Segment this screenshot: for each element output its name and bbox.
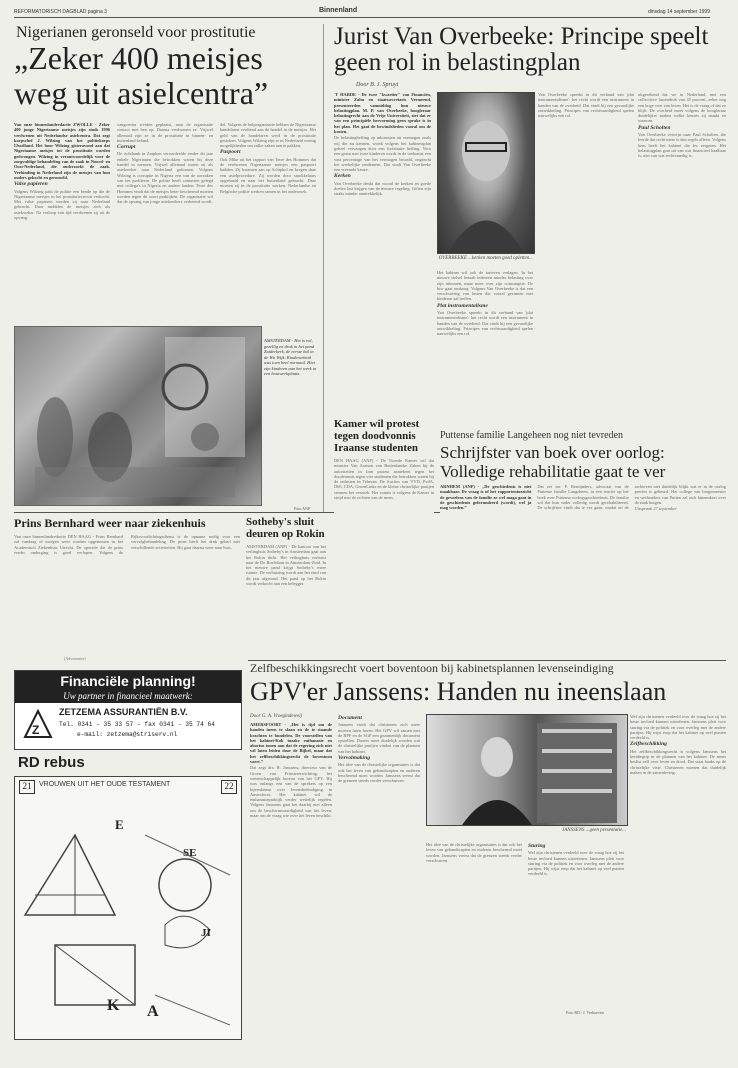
gpv-lead: AMERSFOORT - „Het is tijd om de handen ineen te slaan en de te staande krachten te bundelen. De voorstellen van het kabinet-Kok inzake euthanasie en abortus tonen aan dat de regering zich niet wil laten leiden door de Bijbel, maar dat het zelfbeschikkingsrecht de boventoon voert.” bbox=[250, 722, 332, 765]
nigerian-col-2 bbox=[117, 122, 213, 320]
gpv-col-5 bbox=[630, 714, 726, 1038]
gpv-body3: Het idee van de christelijke organisaties is dat ook het leven van gehandicapten en ouderen beschermd moet worden. Janssens vreest dat de grenzen steeds verder verschuiven. bbox=[338, 762, 420, 784]
rebus-letter-k: K bbox=[107, 997, 120, 1014]
gpv-col-3 bbox=[426, 842, 522, 1038]
zetzema-ad-phone: Tel. 0341 - 35 33 57 - fax 0341 - 35 74 64 bbox=[59, 721, 215, 728]
janssens-photo-credit: Foto RD / J. Verhoeven bbox=[566, 1010, 604, 1015]
zetzema-ad-title: Financiële planning! bbox=[15, 671, 241, 691]
gpv-sub-vervolmaking: Vervolmaking bbox=[338, 755, 371, 762]
historical-photo-caption: AMSTERDAM - Het is vol, gezellig en druk in het pand Zuiderkerk, de eerste hal in de Wit Wijk, Kinderarbeid was toen heel normaal. Hier zijn kinderen aan het werk in een houtwerkplaats. bbox=[264, 338, 317, 376]
janssens-photo bbox=[426, 714, 628, 826]
janssens-caption: JANSSENS ...geen presentatie... bbox=[562, 828, 626, 833]
nigerian-sub-2: Corrupt bbox=[117, 144, 136, 151]
gpv-col-1 bbox=[250, 722, 332, 1038]
advertentie-label: (Advertentie) bbox=[64, 656, 86, 661]
gpv-sub-zelfbeschikking: Zelfbeschikking bbox=[630, 741, 667, 748]
historical-photo-credit: Foto ANP bbox=[294, 506, 311, 511]
nigerian-sub-1: Valse papieren bbox=[14, 181, 48, 188]
header-date: dinsdag 14 september 1999 bbox=[648, 9, 710, 15]
jurist-sub-kerken: Kerken bbox=[334, 173, 351, 180]
langeheen-kicker: Puttense familie Langeheen nog niet tevreden bbox=[440, 430, 623, 441]
gpv-body5: Het zelfbeschikkingsrecht is volgens Janssens het kernbegrip in de plannen van het kabinet. De mens beslist zelf over leven en dood. Dat staat haaks op de christelijke visie. Christenen moeten dat duidelijk maken in de samenleving. bbox=[630, 748, 726, 775]
section-title: Binnenland bbox=[319, 7, 358, 14]
jurist-sub-plat: Plat instrumentalisme bbox=[437, 302, 488, 309]
gpv-headline: GPV'er Janssens: Handen nu ineenslaan bbox=[250, 677, 667, 706]
rebus-letter-a: A bbox=[147, 1003, 159, 1020]
gpv-body4: Wel zijn christenen verdeeld over de vraag hoe zij het beste invloed kunnen uitoefenen. Janssens pleit voor sturing via de politiek en voor overleg met de andere partijen. Hij wijst erop dat het kabinet op veel punten verdeeld is. bbox=[528, 850, 624, 877]
nigerian-col3-text: del. Volgens de hulporganisatie hebben de Nigeriaanse handelaren verdiend aan de handel in de meisjes. Het geld van de handelaren werd in de prostitutie gestoken. Volgens Wilzing zijn er in Nederland weinig mogelijkheden om zulke zaken aan te pakken. bbox=[220, 122, 316, 149]
jurist-col-c: Van Overbeeke spreekt in dit verband van 'plat instrumentalisme': het recht wordt een instrument in handen van de overheid. Dat vindt hij een gevaarlijke ontwikkeling. Principes van rechtvaardigheid spelen nauwelijks een rol. bbox=[437, 310, 533, 337]
jurist-col-d: uitgerekend dat we in Nederland, met een collectieve lastendruk van 45 procent, zeker nog een hoge voet van leven. Het is de vraag of dat zo blijft. De overheid moet volgens de hoogleraar duidelijker maken welke keuzes zij maakt en waarom. bbox=[638, 92, 726, 124]
rebus-title: RD rebus bbox=[18, 754, 85, 771]
jurist-byline: Door B. J. Spruyt bbox=[356, 82, 399, 88]
langeheen-headline: Schrijfster van boek over oorlog: Volledige rehabilitatie gaat te ver bbox=[440, 443, 666, 481]
kamer-body: DEN HAAG (ANP) - De Tweede Kamer wil dat minister Van Aartsen van Buitenlandse Zaken bij de autoriteiten in Iran protest aantekent tegen het doodvonnis tegen vier studenten die betrokken waren bij de onlusten in Teheran. De fracties van VVD, PvdA, D66, CDA, GroenLinks en de kleine christelijke partijen steunen het verzoek. Het vonnis is volgens de Kamer in strijd met de rechten van de mens. bbox=[334, 458, 434, 582]
rebus-letter-e: E bbox=[115, 817, 124, 832]
kamer-headline: Kamer wil protest tegen doodvonnis Iraanse studenten bbox=[334, 418, 434, 454]
gpv-body3-cont: Het idee van de christelijke organisaties is dat ook het leven van gehandicapten en ouderen beschermd moet worden. Janssens vreest dat de grenzen steeds verder verschuiven. bbox=[426, 842, 522, 863]
rebus-number-right: 22 bbox=[221, 780, 237, 794]
gpv-body1: Dat zegt drs. R. Janssens, directeur van de Groen van Prinstererstichting, het wetenschappelijk bureau van het GPV. Hij was onlangs een van de sprekers op een bijeenkomst over levensbeëindiging in Amersfoort. Het kabinet wil de euthanasiepraktijk verder wettelijk regelen. Volgens Janssens gaat het daarbij niet alleen om de beschermwaardigheid van het leven, maar om de vraag wie over het leven beschikt. bbox=[250, 765, 332, 819]
zetzema-ad-subtitle: Uw partner in financieel maatwerk: bbox=[15, 691, 241, 703]
janssens-illustration bbox=[427, 715, 627, 825]
jurist-lead: 'T HARDE - De twee "kwartier" van Financiën, minister Zalm en staatssecretaris Vermeend, presenteerden vanmiddag hun nieuwe belastingplan. M. P. van Overbeeke, hoogleraar belastingrecht aan de Vrije Universiteit, ziet dat er van een principiële hervorming geen sprake is in het plan. Het gaat de bewindslieden vooral om de kosten. bbox=[334, 92, 431, 135]
jurist-col-d2: Van Overbeeke verwijst naar Paul Scholten, die leerde dat recht meer is dan regels alleen. Volgens hem heeft het kabinet die les vergeten. Het belastingplan gaat uit van wat financieel haalbaar is, niet van wat rechtvaardig is. bbox=[638, 132, 726, 159]
gpv-body2: Janssens vindt dat christenen zich meer moeten laten horen. Het GPV wil samen met de RPF en de SGP een gezamenlijk document opstellen. Daarin moet duidelijk worden wat de christelijke partijen vinden van de plannen van het kabinet. bbox=[338, 722, 420, 754]
gpv-sub-sturing: Sturing bbox=[528, 843, 546, 849]
rebus-puzzle[interactable] bbox=[14, 776, 242, 1040]
gpv-body4-cont: Wel zijn christenen verdeeld over de vraag hoe zij het beste invloed kunnen uitoefenen. Janssens pleit voor sturing via de politiek en voor overleg met de andere partijen. Hij wijst erop dat het kabinet op veel punten verdeeld is. bbox=[630, 714, 726, 741]
bernhard-headline: Prins Bernhard weer naar ziekenhuis bbox=[14, 516, 206, 530]
overbeeke-portrait-illustration bbox=[438, 93, 534, 253]
nigerian-headline-1: „Zeker 400 meisjes bbox=[14, 40, 263, 76]
nigerian-kicker: Nigerianen geronseld voor prostitutie bbox=[16, 24, 256, 41]
nigerian-col2-text: vangcentra werden geplaatst, naar de organisatie contact met hen op. Daarna verdwenen ze. Vrijwel allemaal zijn ze in de prostitutie in binnen- en buitenland beland. bbox=[117, 122, 213, 143]
historical-photo bbox=[14, 326, 262, 506]
sothebys-headline: Sotheby's sluit deuren op Rokin bbox=[246, 516, 325, 540]
overbeeke-photo bbox=[437, 92, 535, 254]
jurist-col-b: Het kabinet wil ook de tarieven verlagen. In het nieuwe stelsel betaalt iedereen minder belasting over zijn inkomen, maar meer over zijn consumptie. De btw gaat omhoog. Volgens Van Overbeeke is dat een verschuiving van lasten die vooral gezinnen met kinderen zal treffen. bbox=[437, 270, 533, 302]
jurist-headline: Jurist Van Overbeeke: Principe speelt geen rol in belastingplan bbox=[334, 23, 709, 76]
svg-text:Z: Z bbox=[32, 723, 40, 737]
langeheen-text bbox=[440, 484, 726, 580]
gpv-sub-document: Document bbox=[338, 715, 362, 721]
photo-illustration bbox=[15, 327, 261, 505]
nigerian-sub-3: Paspoort bbox=[220, 149, 241, 156]
langeheen-body: Dat zei mr. P. Romijnders, advocaat van de Puttense familie Langeheen, in een reactie op het boek over Puttense oorlogsgeschiedenis. De familie wil dat hun vader volledig wordt gerehabiliteerd. De schrijfster vindt dat te ver gaan, omdat uit de archieven niet duidelijk blijkt wat er in de oorlog precies is gebeurd. Het college van burgemeester en wethouders van Putten zal zich binnenkort over de zaak buigen. bbox=[537, 484, 726, 511]
jurist-col-c-cont: Van Overbeeke spreekt in dit verband van 'plat instrumentalisme': het recht wordt een instrument in handen van de overheid. Dat vindt hij een gevaarlijke ontwikkeling. Principes van rechtvaardigheid spelen nauwelijks een rol. bbox=[538, 92, 634, 119]
gpv-col-2 bbox=[338, 714, 420, 1038]
zetzema-ad[interactable] bbox=[14, 670, 242, 750]
header-left: REFORMATORISCH DAGBLAD pagina 3 bbox=[14, 9, 107, 15]
gpv-col-4 bbox=[528, 842, 624, 1038]
gpv-kicker: Zelfbeschikkingsrecht voert boventoon bij kabinetsplannen levenseindiging bbox=[250, 661, 614, 675]
nigerian-headline-2: weg uit asielcentra” bbox=[14, 75, 269, 111]
nigerian-col2b-text: De richtbank in Zutphen veroordeelde eerder dit jaar enkele Nigerianen die betrokken waren bij deze handel in mensen. Vrijwel allemaal waren zij als asielzoeker naar Nederland gekomen. Volgens Wilzing is corruptie in Nigeria een van de oorzaken van het probleem. De politie heeft contacten gelegd met collega's in Nigeria en andere landen. Terre des Hommes vindt dat de meisjes beter beschermd moeten worden tegen dit soort praktijken. De organisatie wil dat de opvang van jonge asielzoekers verbeterd wordt. bbox=[117, 151, 213, 205]
nigerian-col1b-text: Volgens Wilzing pakt de politie een bende op die de Nigeriaanse meisjes in het prostitutiecircuit verkocht. Met valse papieren werden zij naar Nederland gebracht. Daar meldden de meisjes zich als asielzoeker. Na verloop van tijd verdwenen zij uit de opvang. bbox=[14, 188, 110, 221]
bernhard-body: Van onze binnenlandredactie DEN HAAG - Prins Bernhard zal vandaag of morgen weer worden opgenomen in het Academisch Ziekenhuis Utrecht. De operatie die de prins eerder onderging is goed verlopen. Volgens de Rijksvoorlichtingsdienst is de opname nodig voor een vervolgbehandeling. De prins heeft het druk gehad met verschillende activiteiten. Hij gaat daarna weer naar huis. bbox=[14, 534, 240, 555]
rebus-number-left: 21 bbox=[19, 780, 35, 794]
nigerian-col3b-text: Ook Mike uit het rapport van Terre des Hommes dat de verdwenen Nigeriaanse meisjes een paspoort hadden. Zij kwamen aan op Schiphol en kregen daar een asielprocedure. Zij worden door smokkelaars opgehaald en naar het buitenland gebracht. Daar moeten zij in de prostitutie werken. Nederlandse en Belgische politie werken samen in het onderzoek. bbox=[220, 156, 316, 194]
langeheen-footer: Uitspraak 27 september bbox=[634, 506, 677, 512]
nigerian-col1-text: Van onze binnenlandredactie ZWOLLE - Zeker 400 jonge Nigeriaanse meisjes zijn sinds 1996 verdwenen uit Nederlandse asielcentra. Dat zegt korpschef J. Wilzing van het politiekorps IJsselland. Het hoor Wilzing gisteravond aan dat Nigeriaanse meisjes tot de prostitutie worden gedwongen. Wilzing in verantwoordelijk voor de zorgvuldige behandeling van de zaak in Noord- en Oost-Nederland, die onderzoekt de zaak. Verbinding in Nederland zijn de meisjes van hun ouders gekocht en geronseld. bbox=[14, 122, 110, 180]
sothebys-body: AMSTERDAM (ANP) - De kantoor van het veilinghuis Sotheby's in Amsterdam gaat aan het Rokin dicht. Het veilinghuis verhuist naar de De Boelelaan in Amsterdam-Zuid. In het nieuwe pand krijgt Sotheby's meer ruimte. De verhuizing wordt aan het eind van dit jaar afgerond. Het pand op het Rokin wordt verkocht aan een belegger. bbox=[246, 544, 326, 587]
rebus-drawing bbox=[15, 795, 241, 1040]
nigerian-col-1 bbox=[14, 122, 110, 320]
rebus-letter-ji: JI bbox=[201, 927, 211, 939]
zetzema-logo-icon bbox=[23, 709, 53, 739]
rebus-letter-se: SE bbox=[183, 847, 197, 859]
jurist-col-a2: Van Overbeeke denkt dat vooral de kerken en goede doelen last krijgen van de nieuwe regeling. Giften zijn straks minder aantrekkelijk. bbox=[334, 180, 431, 197]
column-divider bbox=[323, 24, 324, 512]
rebus-banner: VROUWEN UIT HET OUDE TESTAMENT bbox=[39, 781, 171, 788]
zetzema-ad-name: ZETZEMA ASSURANTIËN B.V. bbox=[59, 707, 188, 717]
langeheen-lead: ARNHEM (ANP) - „De geschiedenis is niet maakbaar. De vraag is of het rapportentoezicht de gevoelens van de familie ze wel maga gaat in de geschiedenis geformuleerd (wordt), wel ja mag worden.” bbox=[440, 484, 532, 511]
zetzema-ad-email: e-mail: zetzema@striserv.nl bbox=[77, 731, 178, 738]
jurist-col-a: De belastingheffing op inkomsten uit vermogen zoals wij die nu kennen, wordt volgens het kabinetsplan geheel vervangen door een forfaitaire heffing. Voor een gezin met twee kinderen wordt in de toekomst een vast percentage van het vermogen betaald, ongeacht het werkelijke rendement. Dat vindt Van Overbeeke een vreemde keuze. bbox=[334, 135, 431, 173]
gpv-byline: Door G. A. Vroegindeweij bbox=[250, 714, 302, 719]
header-rule bbox=[14, 17, 710, 18]
nigerian-col-3 bbox=[220, 122, 316, 320]
jurist-sub-scholten: Paul Scholten bbox=[638, 124, 671, 131]
overbeeke-caption: OVERBEEKE ...kerken moeten goed opletten... bbox=[438, 256, 533, 261]
